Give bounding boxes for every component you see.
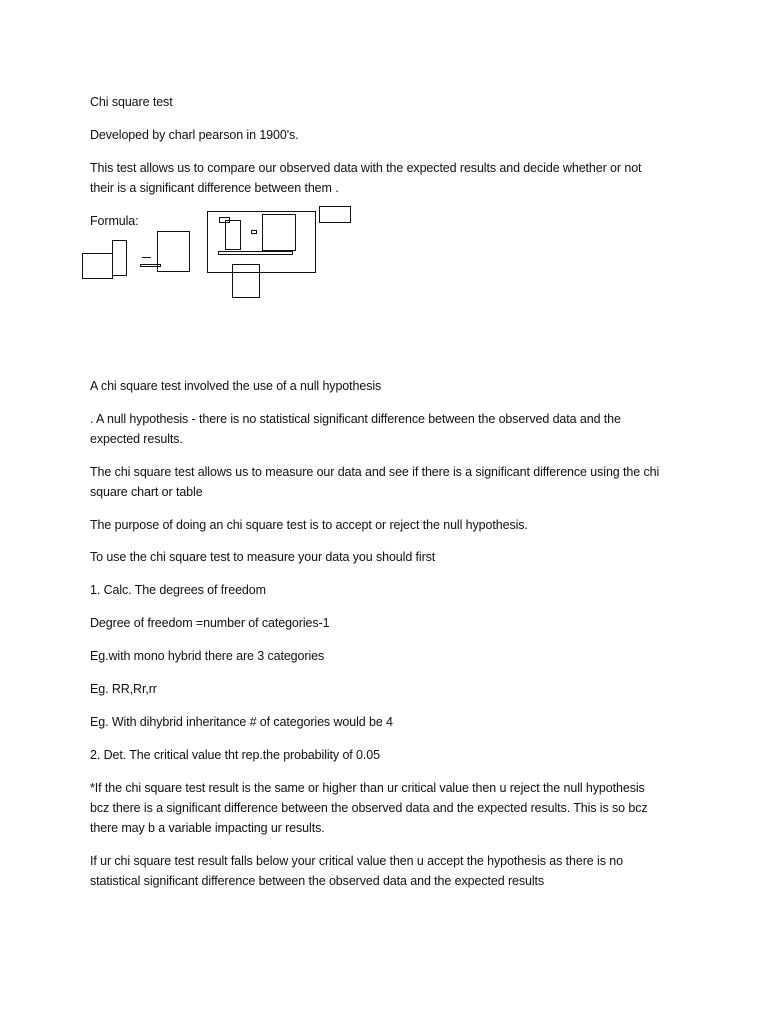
reject-line-1: *If the chi square test result is the same or higher than ur critical value then u reject the null hypothesis <box>90 781 645 795</box>
formula-minus-sign <box>142 257 151 258</box>
developed-text: Developed by charl pearson in 1900's. <box>90 128 299 142</box>
intro-line-2: their is a significant difference between them . <box>90 181 339 195</box>
formula-box <box>232 264 260 298</box>
steps-intro: To use the chi square test to measure your data you should first <box>90 550 436 564</box>
accept-line-2: statistical significant difference between the observed data and the expected results <box>90 874 545 888</box>
formula-box <box>82 253 113 279</box>
formula-box <box>319 206 351 223</box>
measure-line-2: square chart or table <box>90 485 203 499</box>
null-hypothesis-use: A chi square test involved the use of a null hypothesis <box>90 379 382 393</box>
formula-box <box>262 214 296 251</box>
degree-of-freedom: Degree of freedom =number of categories-1 <box>90 616 330 630</box>
measure-line-1: The chi square test allows us to measure our data and see if there is a significant difference using the chi <box>90 465 660 479</box>
formula-box <box>251 230 257 234</box>
formula-box <box>157 231 190 272</box>
reject-line-3: there may b a variable impacting ur results. <box>90 821 325 835</box>
formula-box <box>112 240 127 276</box>
document-title: Chi square test <box>90 95 173 109</box>
example-dihybrid: Eg. With dihybrid inheritance # of categories would be 4 <box>90 715 393 729</box>
reject-line-2: bcz there is a significant difference between the observed data and the expected results. This is so bcz <box>90 801 648 815</box>
intro-line-1: This test allows us to compare our observed data with the expected results and decide whether or not <box>90 161 642 175</box>
step-1: 1. Calc. The degrees of freedom <box>90 583 266 597</box>
formula-fraction-bar <box>218 251 293 255</box>
accept-line-1: If ur chi square test result falls below your critical value then u accept the hypothesis as there is no <box>90 854 623 868</box>
step-2: 2. Det. The critical value tht rep.the probability of 0.05 <box>90 748 380 762</box>
null-definition-line-1: . A null hypothesis - there is no statistical significant difference between the observed data and the <box>90 412 621 426</box>
formula-box <box>225 220 241 250</box>
example-genotypes: Eg. RR,Rr,rr <box>90 682 157 696</box>
null-definition-line-2: expected results. <box>90 432 183 446</box>
formula-label: Formula: <box>90 214 139 228</box>
purpose-text: The purpose of doing an chi square test is to accept or reject the null hypothesis. <box>90 518 528 532</box>
example-monohybrid: Eg.with mono hybrid there are 3 categories <box>90 649 325 663</box>
